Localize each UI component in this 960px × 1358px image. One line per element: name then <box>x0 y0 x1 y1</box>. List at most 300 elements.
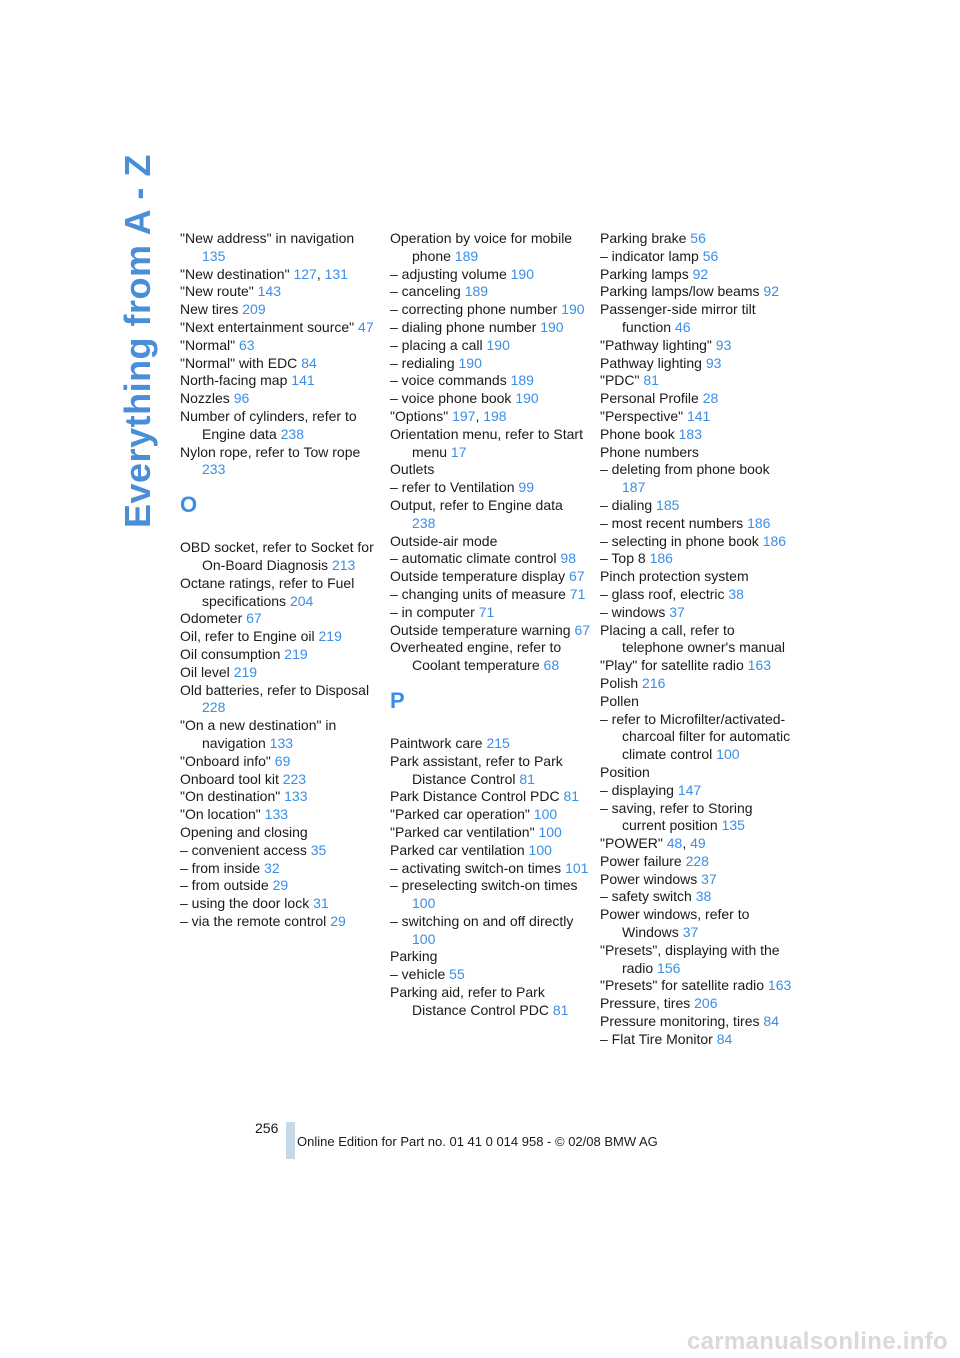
index-entry <box>600 408 796 426</box>
page-link[interactable]: 135 <box>202 247 226 264</box>
index-entry <box>180 664 380 682</box>
index-entry <box>180 895 380 913</box>
page-link[interactable]: 190 <box>510 265 534 282</box>
index-entry <box>180 372 380 390</box>
page-link[interactable]: 238 <box>412 514 436 531</box>
entry-text: "New address" in navigation <box>180 230 355 246</box>
entry-text: – saving, refer to Storing current position <box>600 799 753 834</box>
index-entry <box>390 948 590 966</box>
index-entry <box>600 301 796 337</box>
index-entry <box>390 604 590 622</box>
page-link[interactable]: 92 <box>692 265 709 282</box>
entry-text: Nylon rope, refer to Tow rope <box>180 443 361 460</box>
index-entry <box>390 372 590 390</box>
index-entry <box>390 550 590 568</box>
page-link[interactable]: 46 <box>674 318 691 335</box>
page-link[interactable]: 133 <box>284 788 308 805</box>
entry-text: "Options" <box>390 407 449 424</box>
page-link[interactable]: 32 <box>264 859 280 876</box>
entry-text: "Parked car ventilation" <box>390 823 535 840</box>
entry-text: – safety switch <box>600 888 692 905</box>
page-link[interactable]: 84 <box>716 1030 733 1047</box>
index-entry <box>600 372 796 390</box>
entry-text: "On location" <box>180 806 261 823</box>
page-link[interactable]: 213 <box>331 556 356 573</box>
page-link[interactable]: 143 <box>257 283 281 300</box>
entry-text: "Onboard info" <box>180 752 271 769</box>
entry-text: "PDC" <box>600 372 640 389</box>
index-entry <box>180 390 380 408</box>
page-link[interactable]: 56 <box>702 247 719 264</box>
entry-text: – in computer <box>390 603 475 620</box>
index-entry <box>600 444 796 462</box>
entry-text: Number of cylinders, refer to Engine data <box>180 407 357 442</box>
page-link[interactable]: 67 <box>574 621 591 638</box>
index-entry <box>600 355 796 373</box>
index-entry <box>180 230 380 266</box>
index-entry <box>600 942 796 978</box>
entry-text: Parking aid, refer to Park Distance Control PDC <box>390 984 549 1018</box>
footer-text: Online Edition for Part no. 01 41 0 014 958 - © 02/08 BMW AG <box>297 1134 658 1149</box>
page-link[interactable]: 206 <box>694 995 718 1012</box>
page-link[interactable]: 49 <box>690 835 706 852</box>
index-entry <box>390 860 590 878</box>
page-link[interactable]: 133 <box>269 734 294 751</box>
entry-text: Passenger-side mirror tilt function <box>600 301 756 335</box>
page-link[interactable]: 84 <box>301 354 317 371</box>
page-link[interactable]: 219 <box>318 628 342 645</box>
entry-text: Pressure monitoring, tires <box>600 1013 760 1030</box>
index-entry <box>390 877 590 913</box>
entry-text: Personal Profile <box>600 390 699 407</box>
page-link[interactable]: 216 <box>642 674 666 691</box>
index-entry <box>390 984 590 1020</box>
entry-text: – convenient access <box>180 841 307 858</box>
entry-text: – redialing <box>390 354 455 371</box>
index-entry <box>390 230 590 266</box>
entry-text: "POWER" <box>600 835 663 852</box>
page-link[interactable]: 67 <box>246 610 262 627</box>
page-link[interactable]: 71 <box>569 585 586 602</box>
index-entry <box>600 586 796 604</box>
entry-text: OBD socket, refer to Socket for On-Board Diagnosis <box>180 539 374 573</box>
entry-text: "On a new destination" in navigation <box>180 717 337 751</box>
index-entry <box>180 355 380 373</box>
entry-text: North-facing map <box>180 372 288 389</box>
entry-text: Pollen <box>600 692 639 709</box>
page-link[interactable]: 100 <box>528 841 552 858</box>
page-link[interactable]: 127 <box>293 265 317 282</box>
page-link[interactable]: 197 <box>452 407 476 424</box>
index-entry <box>600 711 796 764</box>
entry-text: Parking lamps <box>600 265 689 282</box>
page-link[interactable]: 190 <box>486 336 510 353</box>
index-entry <box>600 604 796 622</box>
page-link[interactable]: 189 <box>464 283 489 300</box>
entry-text: "New destination" <box>180 265 290 282</box>
entry-text: – via the remote control <box>180 912 327 929</box>
entry-text: Phone numbers <box>600 443 699 460</box>
page-link[interactable]: 133 <box>264 806 289 823</box>
index-entry <box>600 995 796 1013</box>
side-title: Everything from A - Z <box>117 154 158 528</box>
index-column-3 <box>600 230 796 1049</box>
page-link[interactable]: 37 <box>669 603 685 620</box>
index-entry <box>600 782 796 800</box>
index-entry <box>390 824 590 842</box>
page-link[interactable]: 141 <box>291 372 315 389</box>
entry-text: – refer to Ventilation <box>390 479 515 496</box>
index-entry <box>180 806 380 824</box>
index-entry <box>600 853 796 871</box>
index-entry <box>390 355 590 373</box>
entry-text: Park Distance Control PDC <box>390 788 560 805</box>
entry-text: "Pathway lighting" <box>600 336 712 353</box>
page-link[interactable]: 219 <box>284 645 308 662</box>
index-entry <box>180 539 380 575</box>
index-entry <box>180 824 380 842</box>
entry-text: – selecting in phone book <box>600 532 759 549</box>
page-link[interactable]: 190 <box>540 318 564 335</box>
page-link[interactable]: 81 <box>552 1001 569 1018</box>
entry-text: – preselecting switch-on times <box>390 877 578 894</box>
entry-text: Power failure <box>600 852 682 869</box>
entry-text: Output, refer to Engine data <box>390 496 563 513</box>
entry-text: – deleting from phone book <box>600 461 770 478</box>
section-letter: P <box>390 687 405 713</box>
entry-text: Outside-air mode <box>390 532 498 549</box>
entry-text: – indicator lamp <box>600 247 699 264</box>
entry-text: – Top 8 <box>600 550 646 567</box>
index-entry <box>180 682 380 718</box>
page-link[interactable]: 190 <box>458 354 482 371</box>
index-entry <box>390 301 590 319</box>
index-entry <box>180 877 380 895</box>
page-link[interactable]: 71 <box>478 603 495 620</box>
entry-text: – adjusting volume <box>390 265 507 282</box>
index-entry <box>180 860 380 878</box>
entry-text: Pinch protection system <box>600 568 749 585</box>
page-link[interactable]: 81 <box>643 372 659 389</box>
page-link[interactable]: 156 <box>657 959 681 976</box>
index-entry <box>600 693 796 711</box>
entry-text: "Normal" <box>180 336 236 353</box>
page-link[interactable]: 96 <box>233 390 250 407</box>
index-entry <box>390 266 590 284</box>
page-link[interactable]: 38 <box>728 585 744 602</box>
index-entry <box>600 622 796 658</box>
page-link[interactable]: 186 <box>747 514 771 531</box>
entry-text: Onboard tool kit <box>180 770 279 787</box>
entry-text: Parking <box>390 948 438 965</box>
entry-text: – refer to Microfilter/activated-charcoal filter for automatic climate control <box>600 710 791 763</box>
entry-text: Pathway lighting <box>600 354 702 371</box>
index-entry <box>600 657 796 675</box>
entry-text: Overheated engine, refer to Coolant temperature <box>390 639 562 674</box>
page-link[interactable]: 190 <box>561 301 585 318</box>
index-entry <box>600 337 796 355</box>
entry-text: "Play" for satellite radio <box>600 657 744 674</box>
index-entry <box>180 753 380 771</box>
entry-text: Power windows <box>600 870 698 887</box>
index-entry <box>180 717 380 753</box>
page-link[interactable]: 100 <box>412 895 436 912</box>
page-link[interactable]: 233 <box>202 461 226 478</box>
index-entry <box>390 622 590 640</box>
entry-text: – vehicle <box>390 966 446 983</box>
page-link[interactable]: 93 <box>705 354 722 371</box>
page-link[interactable]: 28 <box>702 390 719 407</box>
page-link[interactable]: 47 <box>358 318 374 335</box>
index-entry <box>600 871 796 889</box>
index-entry <box>180 646 380 664</box>
entry-text: Power windows, refer to Windows <box>600 906 750 941</box>
page-link[interactable]: 84 <box>763 1013 779 1030</box>
page-link[interactable]: 100 <box>412 930 436 947</box>
entry-text: Parking brake <box>600 230 687 246</box>
index-entry <box>390 568 590 586</box>
entry-text: – most recent numbers <box>600 514 744 531</box>
index-entry <box>600 1031 796 1049</box>
entry-text: – from inside <box>180 859 261 876</box>
index-entry <box>180 788 380 806</box>
page-link[interactable]: 68 <box>543 657 560 674</box>
page-link[interactable]: 100 <box>538 823 562 840</box>
entry-text: Odometer <box>180 610 243 627</box>
page-link[interactable]: 98 <box>560 550 576 567</box>
entry-text: Oil, refer to Engine oil <box>180 628 315 645</box>
index-entry <box>390 639 590 675</box>
page-link[interactable]: 37 <box>701 870 717 887</box>
page-link[interactable]: 163 <box>747 657 772 674</box>
page-link[interactable]: 81 <box>519 770 535 787</box>
page-link[interactable]: 69 <box>274 752 291 769</box>
page-link[interactable]: 38 <box>695 888 712 905</box>
index-entry <box>600 568 796 586</box>
entry-text: Opening and closing <box>180 823 308 840</box>
entry-text: "Parked car operation" <box>390 806 530 823</box>
entry-text: – windows <box>600 603 666 620</box>
index-entry <box>180 444 380 480</box>
page-link[interactable]: 100 <box>533 806 558 823</box>
page-link[interactable]: 238 <box>280 425 304 442</box>
index-entry <box>390 319 590 337</box>
entry-text: – correcting phone number <box>390 301 558 318</box>
index-entry <box>390 842 590 860</box>
entry-text: – glass roof, electric <box>600 585 725 602</box>
entry-text: New tires <box>180 301 239 318</box>
entry-text: Parked car ventilation <box>390 841 525 858</box>
index-entry <box>390 753 590 789</box>
page-link[interactable]: 48 <box>666 835 683 852</box>
entry-text: Oil level <box>180 663 230 680</box>
entry-text: Paintwork care <box>390 734 483 751</box>
page-link[interactable]: 17 <box>450 443 467 460</box>
page-link[interactable]: 100 <box>716 746 740 763</box>
entry-text: – using the door lock <box>180 895 310 912</box>
entry-text: Outside temperature warning <box>390 621 571 638</box>
page-link[interactable]: 204 <box>289 592 314 609</box>
index-entry <box>390 788 590 806</box>
page-link[interactable]: 228 <box>685 852 709 869</box>
entry-text: Park assistant, refer to Park Distance Control <box>390 752 563 787</box>
page-link[interactable]: 198 <box>483 407 507 424</box>
page-link[interactable]: 93 <box>715 336 732 353</box>
watermark: carmanualsonline.info <box>686 1328 948 1355</box>
page-number: 256 <box>255 1120 279 1136</box>
entry-text: – switching on and off directly <box>390 912 574 929</box>
entry-text: Operation by voice for mobile phone <box>390 230 573 264</box>
page-link[interactable]: 190 <box>515 390 539 407</box>
page-link[interactable]: 135 <box>721 817 745 834</box>
index-entry <box>180 337 380 355</box>
entry-text: – automatic climate control <box>390 550 557 567</box>
index-entry <box>600 230 796 248</box>
entry-text: "Presets", displaying with the radio <box>600 941 780 976</box>
index-entry <box>600 977 796 995</box>
entry-text: "Normal" with EDC <box>180 354 298 371</box>
index-entry <box>390 390 590 408</box>
index-entry <box>180 913 380 931</box>
footer-bar <box>286 1122 295 1159</box>
entry-text: – canceling <box>390 283 461 300</box>
index-entry <box>390 461 590 479</box>
entry-text: Placing a call, refer to telephone owner's manual <box>600 621 786 656</box>
section-letter: O <box>180 492 198 518</box>
entry-text: – Flat Tire Monitor <box>600 1030 713 1047</box>
entry-text: "On destination" <box>180 788 281 805</box>
page-link[interactable]: 56 <box>690 230 706 246</box>
entry-text: Phone book <box>600 425 675 442</box>
index-entry <box>390 283 590 301</box>
entry-text: "New route" <box>180 283 254 300</box>
index-entry <box>180 301 380 319</box>
entry-text: Parking lamps/low beams <box>600 283 760 300</box>
index-entry <box>600 390 796 408</box>
index-entry <box>180 842 380 860</box>
page-link[interactable]: 67 <box>568 568 585 585</box>
index-entry <box>600 283 796 301</box>
entry-text: – activating switch-on times <box>390 859 562 876</box>
index-entry <box>600 515 796 533</box>
entry-text: Position <box>600 763 650 780</box>
page-link[interactable]: 55 <box>449 966 465 983</box>
page-link[interactable]: 209 <box>242 301 266 318</box>
page-link[interactable]: 101 <box>565 859 589 876</box>
index-entry <box>390 479 590 497</box>
page-link[interactable]: 81 <box>563 788 580 805</box>
page-link[interactable]: 35 <box>310 841 327 858</box>
entry-text: – dialing phone number <box>390 318 537 335</box>
page-link[interactable]: 99 <box>518 479 534 496</box>
entry-text: "Next entertainment source" <box>180 318 355 335</box>
index-entry <box>600 888 796 906</box>
index-entry <box>180 575 380 611</box>
page-link[interactable]: 186 <box>762 532 787 549</box>
index-entry <box>600 533 796 551</box>
page-separator: , <box>475 407 480 424</box>
index-column-1 <box>180 230 380 931</box>
page-link[interactable]: 63 <box>238 336 255 353</box>
page-link[interactable]: 228 <box>202 699 226 716</box>
index-entry <box>600 426 796 444</box>
page-link[interactable]: 163 <box>767 977 792 994</box>
index-entry <box>390 533 590 551</box>
index-entry <box>600 497 796 515</box>
index-entry <box>390 913 590 949</box>
entry-text: – voice phone book <box>390 390 512 407</box>
index-entry <box>180 610 380 628</box>
entry-text: "Perspective" <box>600 407 684 424</box>
entry-text: – from outside <box>180 877 269 894</box>
index-entry <box>180 319 380 337</box>
page-separator: , <box>316 265 321 282</box>
index-entry <box>600 1013 796 1031</box>
entry-text: – placing a call <box>390 336 483 353</box>
entry-text: Outside temperature display <box>390 568 566 585</box>
page-link[interactable]: 29 <box>330 912 346 929</box>
index-entry <box>600 800 796 836</box>
index-entry <box>180 283 380 301</box>
page-link[interactable]: 92 <box>763 283 779 300</box>
entry-text: Octane ratings, refer to Fuel specifications <box>180 574 355 609</box>
entry-text: "Presets" for satellite radio <box>600 977 765 994</box>
page-link[interactable]: 189 <box>454 247 479 264</box>
index-entry <box>600 764 796 782</box>
page-link[interactable]: 131 <box>324 265 348 282</box>
entry-text: Pressure, tires <box>600 995 691 1012</box>
entry-text: Oil consumption <box>180 645 281 662</box>
index-entry <box>600 266 796 284</box>
index-entry <box>390 337 590 355</box>
index-column-2 <box>390 230 590 1020</box>
index-entry <box>390 966 590 984</box>
page-link[interactable]: 37 <box>682 924 699 941</box>
page-link[interactable]: 189 <box>510 372 534 389</box>
entry-text: – displaying <box>600 781 674 798</box>
index-entry <box>600 675 796 693</box>
index-entry <box>180 771 380 789</box>
page-link[interactable]: 185 <box>656 496 680 513</box>
page-link[interactable]: 223 <box>282 770 307 787</box>
page-link[interactable]: 183 <box>678 425 702 442</box>
index-entry <box>600 906 796 942</box>
page-link[interactable]: 147 <box>677 781 702 798</box>
entry-text: Old batteries, refer to Disposal <box>180 681 370 698</box>
page-link[interactable]: 219 <box>233 663 258 680</box>
entry-text: Orientation menu, refer to Start menu <box>390 425 583 460</box>
index-entry <box>390 806 590 824</box>
index-entry <box>180 628 380 646</box>
entry-text: Nozzles <box>180 390 230 407</box>
entry-text: – dialing <box>600 496 653 513</box>
page-link[interactable]: 141 <box>686 407 711 424</box>
index-entry <box>600 461 796 497</box>
index-entry <box>600 835 796 853</box>
page-link[interactable]: 187 <box>622 479 646 496</box>
index-entry <box>600 248 796 266</box>
entry-text: – voice commands <box>390 372 507 389</box>
index-entry <box>390 586 590 604</box>
page-link[interactable]: 29 <box>272 877 289 894</box>
page-link[interactable]: 215 <box>486 734 510 751</box>
index-entry <box>180 266 380 284</box>
page-link[interactable]: 186 <box>649 550 673 567</box>
index-entry <box>390 426 590 462</box>
entry-text: – changing units of measure <box>390 585 566 602</box>
index-entry <box>600 550 796 568</box>
page-link[interactable]: 31 <box>313 895 329 912</box>
